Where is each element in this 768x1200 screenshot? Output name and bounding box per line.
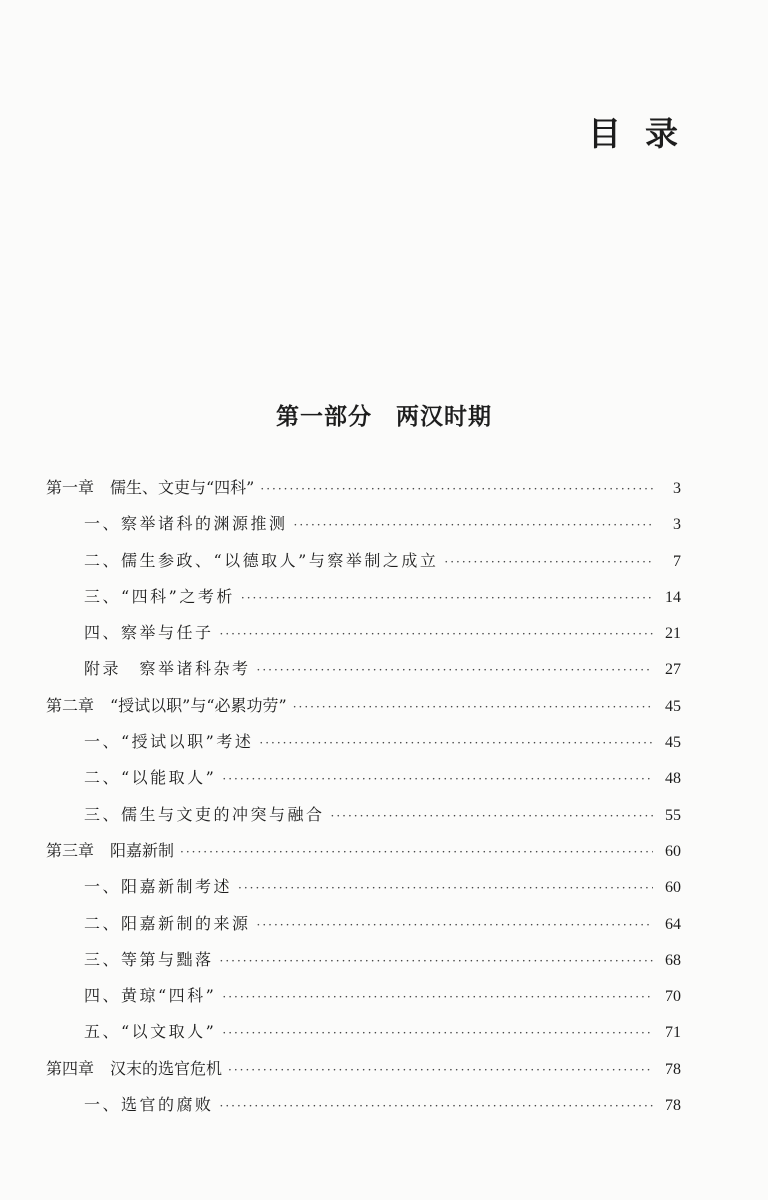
- toc-entry-page: 21: [665, 625, 681, 643]
- toc-entry-label: 三、等第与黜落: [84, 949, 214, 969]
- toc-entry-label: 一、阳嘉新制考述: [84, 877, 233, 897]
- toc-entry[interactable]: [46, 651, 681, 687]
- toc-leader-dots: [257, 652, 653, 688]
- toc-leader-dots: [220, 943, 653, 979]
- toc-entry-label: 附录 察举诸科杂考: [84, 659, 251, 679]
- toc-entry-label: 一、“授试以职”考述: [84, 732, 254, 752]
- toc-entry-page: 60: [665, 842, 681, 860]
- toc-entry[interactable]: [46, 942, 681, 978]
- toc-leader-dots: [238, 870, 653, 906]
- toc-entry-label: 一、察举诸科的渊源推测: [84, 514, 288, 534]
- toc-entry-page: 55: [665, 806, 681, 824]
- toc-entry-label: 二、儒生参政、“以德取人”与察举制之成立: [84, 550, 439, 570]
- toc-entry[interactable]: [46, 1014, 681, 1050]
- page-title: 目录: [588, 114, 702, 153]
- toc-entry-label: 第三章 阳嘉新制: [46, 840, 175, 860]
- toc-entry-page: 60: [665, 879, 681, 897]
- toc-entry[interactable]: [46, 470, 681, 506]
- toc-leader-dots: [294, 507, 653, 543]
- toc-entry-label: 五、“以文取人”: [84, 1022, 217, 1042]
- toc-leader-dots: [257, 907, 653, 943]
- toc-leader-dots: [331, 798, 653, 834]
- toc-entry[interactable]: [46, 543, 681, 579]
- toc-entry-label: 一、选官的腐败: [84, 1095, 214, 1115]
- toc-leader-dots: [220, 616, 653, 652]
- toc-entry-page: 45: [665, 697, 681, 715]
- toc-entry[interactable]: [46, 797, 681, 833]
- toc-entry-page: 71: [665, 1024, 681, 1042]
- toc-entry[interactable]: [46, 688, 681, 724]
- toc-entry-page: 64: [665, 915, 681, 933]
- toc-leader-dots: [293, 689, 653, 725]
- toc-entry-page: 78: [665, 1097, 681, 1115]
- toc-leader-dots: [241, 580, 653, 616]
- toc-entry[interactable]: [46, 1087, 681, 1123]
- toc-entry-label: 三、“四科”之考析: [84, 586, 235, 606]
- toc-entry[interactable]: [46, 760, 681, 796]
- toc-leader-dots: [259, 725, 653, 761]
- toc-entry[interactable]: [46, 833, 681, 869]
- toc-leader-dots: [228, 1052, 653, 1088]
- toc-entry-page: 27: [665, 661, 681, 679]
- toc-entry-page: 7: [673, 552, 681, 570]
- toc-entry[interactable]: [46, 506, 681, 542]
- toc-entry[interactable]: [46, 615, 681, 651]
- toc-leader-dots: [222, 761, 653, 797]
- toc-entry-label: 四、黄琼“四科”: [84, 986, 217, 1006]
- toc-entry-page: 3: [673, 480, 681, 497]
- toc-entry-label: 第四章 汉末的选官危机: [46, 1058, 223, 1078]
- toc-entry[interactable]: [46, 579, 681, 615]
- toc-entry-page: 45: [665, 734, 681, 752]
- toc-entry-label: 二、“以能取人”: [84, 768, 217, 788]
- toc-leader-dots: [260, 471, 653, 507]
- toc-leader-dots: [222, 979, 653, 1015]
- toc-entry-label: 二、阳嘉新制的来源: [84, 913, 251, 933]
- toc-leader-dots: [222, 1015, 653, 1051]
- toc-entry-page: 3: [673, 516, 681, 534]
- toc-entry-label: 第二章 “授试以职”与“必累功劳”: [46, 695, 287, 715]
- toc-entry-page: 48: [665, 770, 681, 788]
- toc-entry[interactable]: [46, 1051, 681, 1087]
- toc-entry[interactable]: [46, 978, 681, 1014]
- toc-entry[interactable]: [46, 906, 681, 942]
- toc-entry[interactable]: [46, 724, 681, 760]
- toc-entry[interactable]: [46, 869, 681, 905]
- toc-entry-label: 四、察举与任子: [84, 623, 214, 643]
- toc-entry-page: 14: [665, 588, 681, 606]
- toc-entry-page: 78: [665, 1060, 681, 1078]
- toc-leader-dots: [180, 834, 653, 870]
- toc-entry-label: 三、儒生与文吏的冲突与融合: [84, 804, 325, 824]
- toc-leader-dots: [444, 544, 653, 580]
- toc-leader-dots: [220, 1088, 653, 1124]
- toc-entry-label: 第一章 儒生、文吏与“四科”: [46, 478, 255, 497]
- toc-entry-page: 70: [665, 988, 681, 1006]
- table-of-contents: [46, 470, 681, 1123]
- part-title: 第一部分 两汉时期: [276, 403, 492, 430]
- toc-entry-page: 68: [665, 951, 681, 969]
